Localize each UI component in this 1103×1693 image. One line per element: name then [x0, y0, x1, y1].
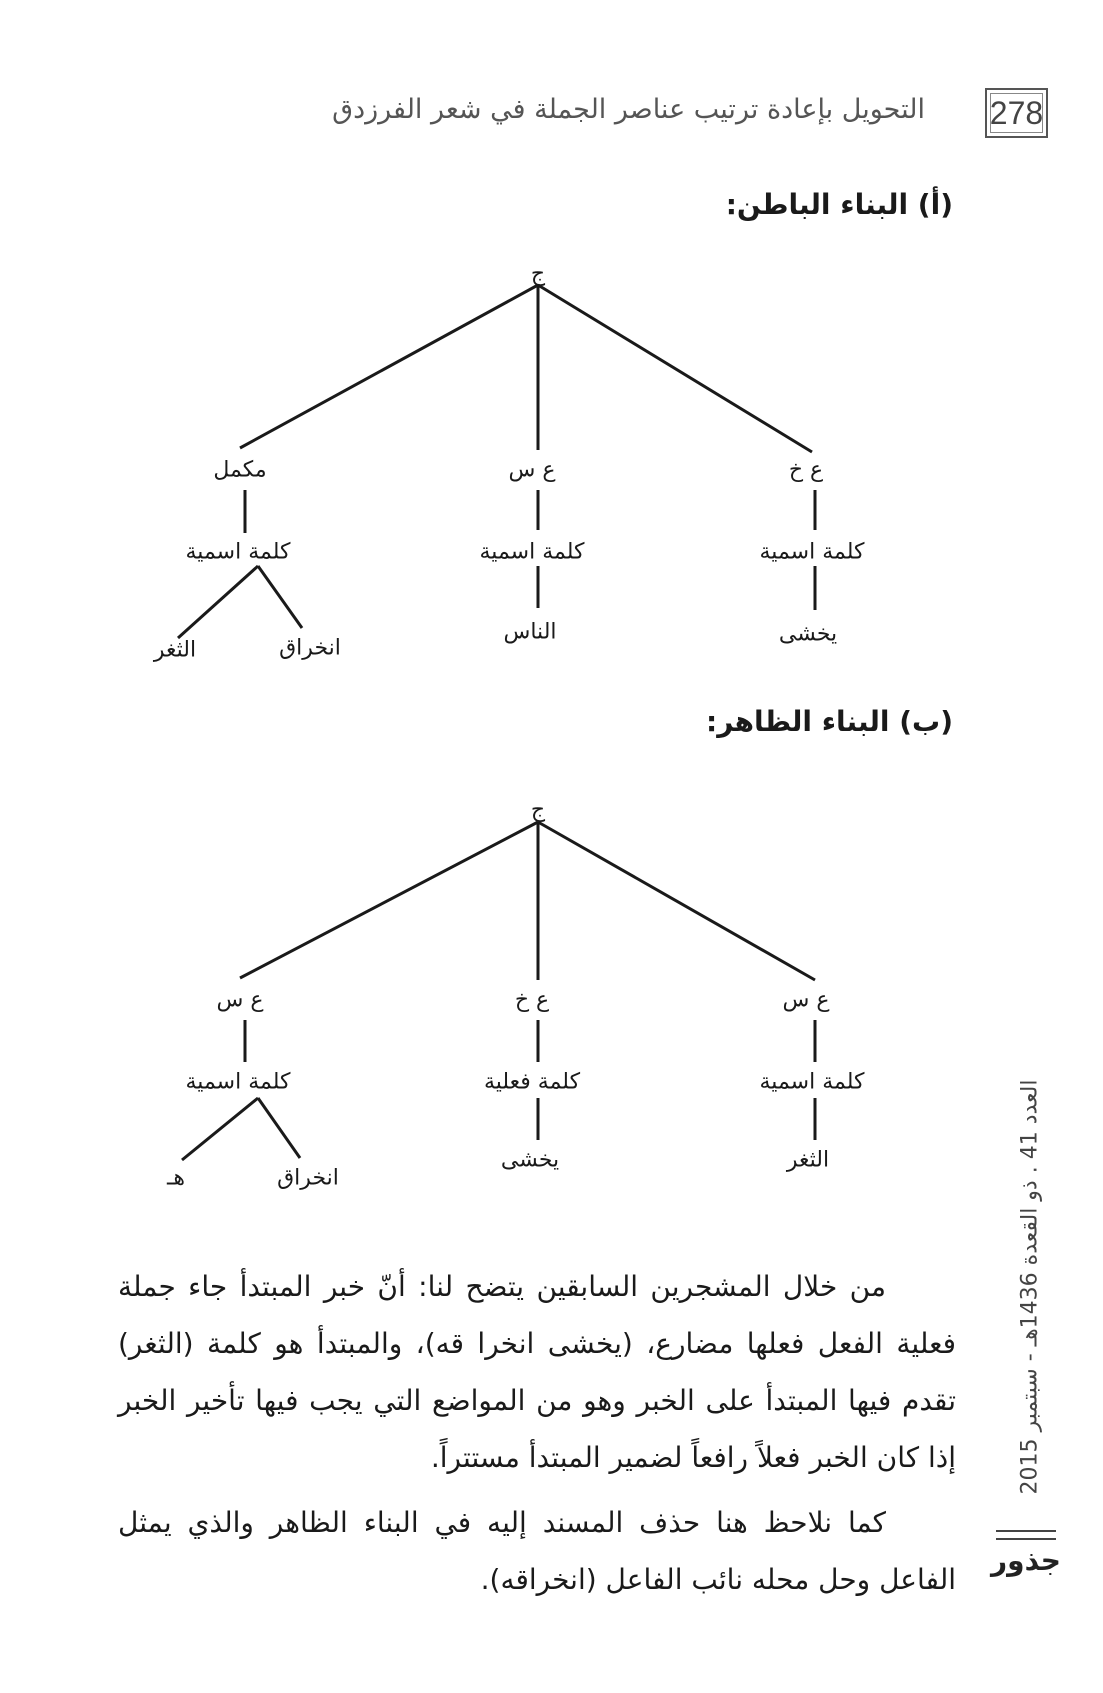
paragraph-1: من خلال المشجرين السابقين يتضح لنا: أنّ خبر المبتدأ جاء جملة فعلية الفعل فعلها مضارع، (يخشى انخرا قه)، والمبتدأ هو كلمة (الثغر) تقدم فيها المبتدأ على الخبر وهو من المواضع التي يجب فيها تأخير الخبر إذا كان الخبر فعلاً رافعاً لضمير المبتدأ مستتراً. — [118, 1270, 956, 1474]
tree-a-left-leaf-left: الثغر — [153, 637, 197, 663]
tree-a-left-sub: كلمة اسمية — [185, 539, 291, 565]
tree-b-root: ج — [530, 797, 546, 823]
tree-b-edge-root-left — [240, 822, 538, 978]
tree-b-heading: (ب) البناء الظاهر: — [706, 705, 953, 738]
tree-a-middle-leaf: الناس — [503, 619, 557, 645]
tree-b-edge-sub-leafleft — [182, 1098, 258, 1160]
tree-b-left-sub: كلمة اسمية — [185, 1069, 291, 1095]
sidebar-divider — [996, 1530, 1056, 1540]
tree-a-heading: (أ) البناء الباطن: — [725, 188, 953, 221]
tree-b-diagram — [0, 780, 1103, 1200]
tree-b-left-leaf-left: هـ — [166, 1165, 186, 1191]
tree-b-right-label: ع س — [782, 987, 830, 1013]
tree-b-right-sub: كلمة اسمية — [759, 1069, 865, 1095]
page-number: 278 — [985, 88, 1048, 138]
tree-b-left-label: ع س — [216, 987, 264, 1013]
tree-b-left-leaf-right: انخراق — [277, 1165, 339, 1191]
paragraph-2: كما نلاحظ هنا حذف المسند إليه في البناء الظاهر والذي يمثل الفاعل وحل محله نائب الفاعل (انخراقه). — [118, 1506, 956, 1596]
tree-a-left-leaf-right: انخراق — [279, 635, 341, 661]
tree-b-middle-sub: كلمة فعلية — [483, 1069, 581, 1095]
tree-a-edge-sub-leafleft — [178, 566, 258, 638]
page-header — [0, 0, 1103, 160]
tree-a-edge-root-right — [538, 285, 812, 452]
tree-b-right-leaf: الثغر — [786, 1147, 830, 1173]
tree-a-root: ج — [530, 261, 546, 287]
issue-sidebar — [1010, 1052, 1050, 1522]
tree-a-middle-sub: كلمة اسمية — [479, 539, 585, 565]
tree-a-diagram — [0, 240, 1103, 663]
tree-a-right-leaf: يخشى — [778, 621, 838, 647]
body-text — [118, 1258, 956, 1608]
issue-text: العدد 41 . ذو القعدة 1436هـ - سبتمبر 2015 — [1017, 1079, 1043, 1495]
running-title: التحويل بإعادة ترتيب عناصر الجملة في شعر الفرزدق — [332, 94, 925, 125]
tree-a-right-sub: كلمة اسمية — [759, 539, 865, 565]
tree-a-edge-sub-leafright — [258, 566, 302, 628]
tree-a-lines — [0, 240, 1103, 640]
journal-logo: جذور — [991, 1544, 1061, 1577]
tree-b-edge-sub-leafright — [258, 1098, 300, 1158]
tree-b-middle-leaf: يخشى — [500, 1147, 560, 1173]
tree-a-middle-label: ع س — [508, 457, 556, 483]
tree-b-edge-root-right — [538, 822, 815, 980]
tree-b-middle-label: ع خ — [514, 987, 550, 1013]
tree-a-right-label: ع خ — [788, 457, 824, 483]
tree-b-lines — [0, 780, 1103, 1200]
tree-a-edge-root-left — [240, 285, 538, 448]
tree-a-left-label: مكمل — [213, 457, 267, 483]
